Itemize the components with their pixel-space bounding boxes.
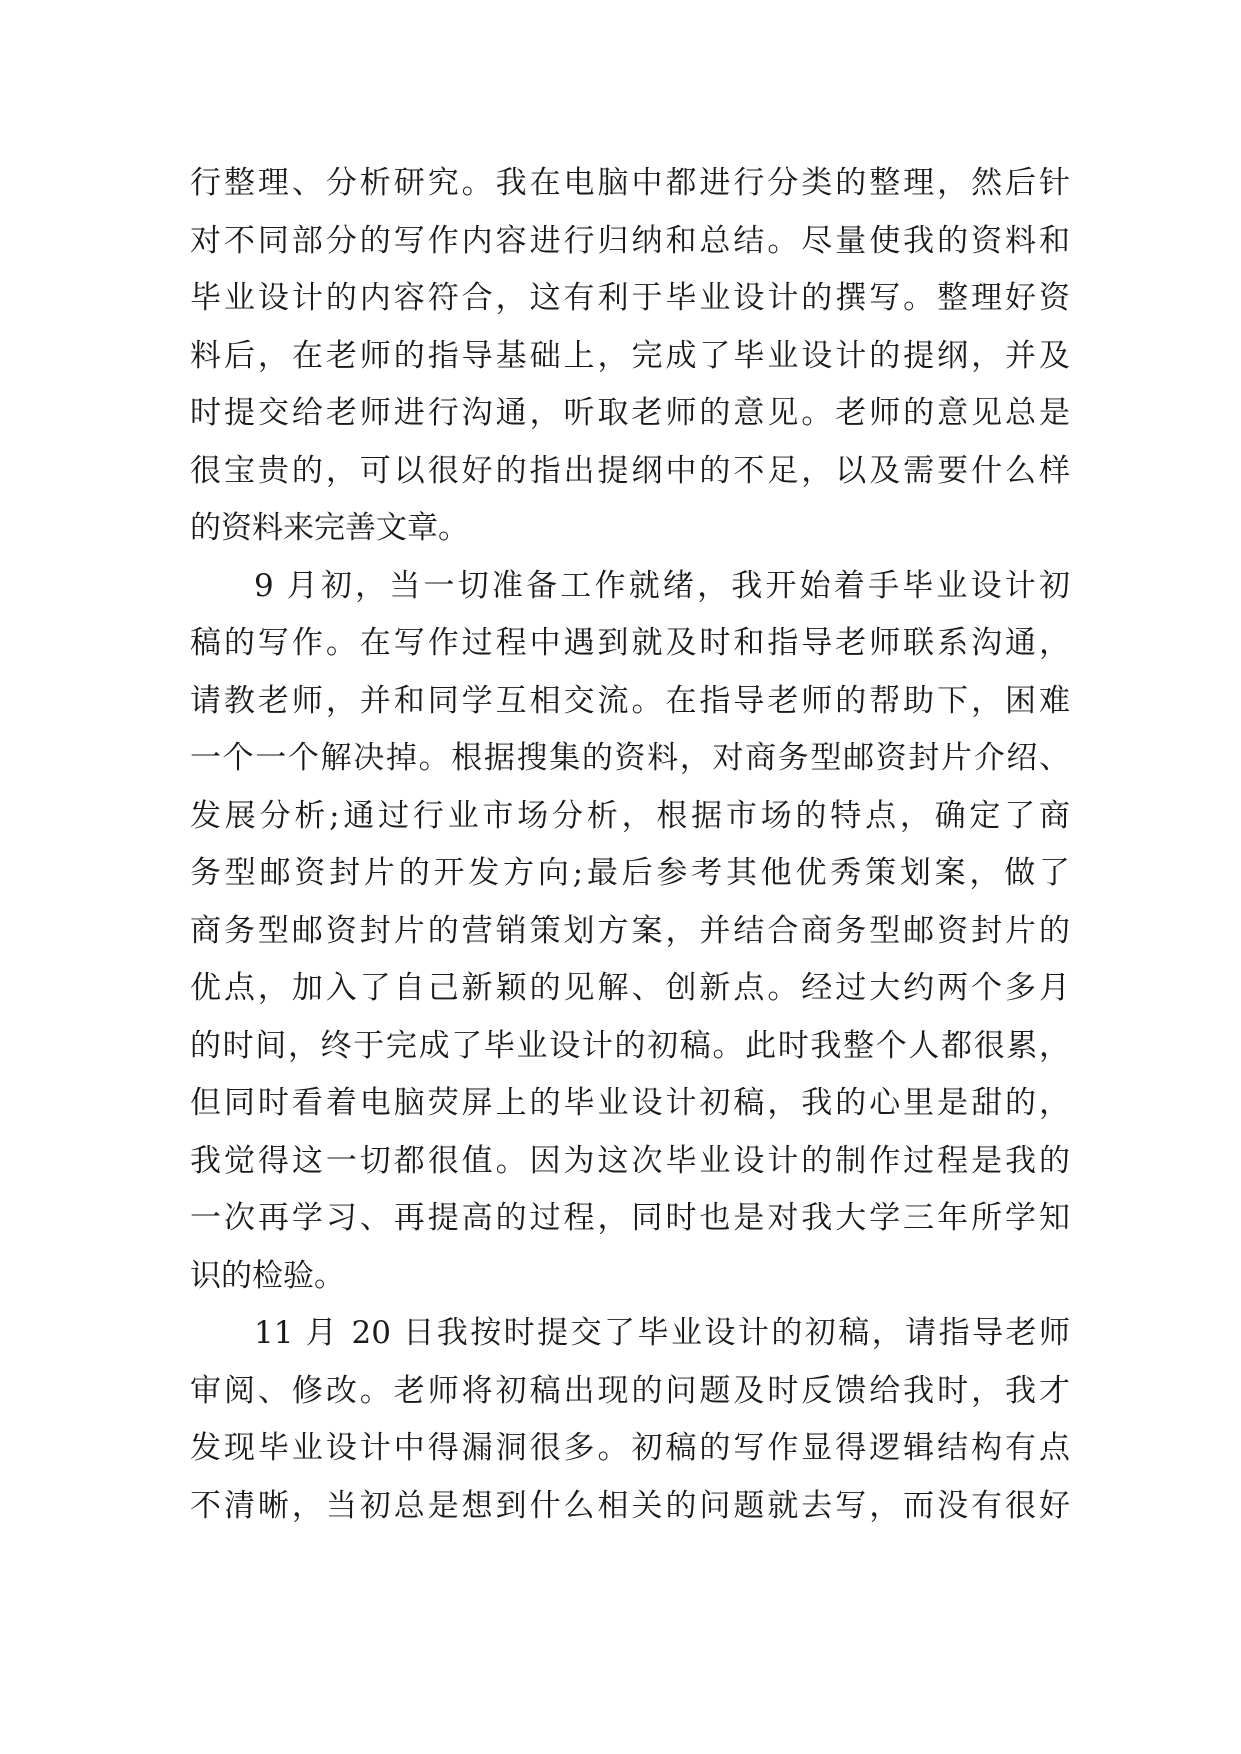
text-line: 一个一个解决掉。根据搜集的资料，对商务型邮资封片介绍、: [190, 740, 1070, 776]
text-line: 优点，加入了自己新颖的见解、创新点。经过大约两个多月: [190, 970, 1070, 1006]
text-line: 很宝贵的，可以很好的指出提纲中的不足，以及需要什么样: [190, 452, 1070, 489]
text-line: 9 月初，当一切准备工作就绪，我开始着手毕业设计初: [254, 567, 1070, 604]
text-line: 商务型邮资封片的营销策划方案，并结合商务型邮资封片的: [190, 912, 1070, 949]
text-line: 务型邮资封片的开发方向;最后参考其他优秀策划案，做了: [190, 855, 1070, 891]
text-line: 请教老师，并和同学互相交流。在指导老师的帮助下，困难: [190, 682, 1070, 719]
text-line: 一次再学习、再提高的过程，同时也是对我大学三年所学知: [190, 1200, 1070, 1236]
text-line: 识的检验。: [190, 1257, 345, 1294]
text-line: 发展分析;通过行业市场分析，根据市场的特点，确定了商: [190, 797, 1070, 834]
text-line: 行整理、分析研究。我在电脑中都进行分类的整理，然后针: [190, 165, 1070, 201]
text-line: 11 月 20 日我按时提交了毕业设计的初稿，请指导老师: [254, 1315, 1070, 1351]
text-line: 发现毕业设计中得漏洞很多。初稿的写作显得逻辑结构有点: [190, 1430, 1070, 1466]
text-line: 的资料来完善文章。: [190, 510, 469, 546]
text-line: 毕业设计的内容符合，这有利于毕业设计的撰写。整理好资: [190, 280, 1070, 316]
text-line: 时提交给老师进行沟通，听取老师的意见。老师的意见总是: [190, 395, 1070, 431]
paragraph-2: [190, 558, 1070, 1306]
body-text: [190, 155, 1070, 1535]
text-line: 稿的写作。在写作过程中遇到就及时和指导老师联系沟通，: [190, 625, 1070, 661]
text-line: 的时间，终于完成了毕业设计的初稿。此时我整个人都很累，: [190, 1027, 1070, 1064]
text-line: 审阅、修改。老师将初稿出现的问题及时反馈给我时，我才: [190, 1372, 1070, 1409]
text-line: 我觉得这一切都很值。因为这次毕业设计的制作过程是我的: [190, 1142, 1070, 1179]
text-line: 但同时看着电脑荧屏上的毕业设计初稿，我的心里是甜的，: [190, 1085, 1070, 1121]
text-line: 对不同部分的写作内容进行归纳和总结。尽量使我的资料和: [190, 222, 1070, 259]
text-line: 料后，在老师的指导基础上，完成了毕业设计的提纲，并及: [190, 337, 1070, 374]
paragraph-1: [190, 155, 1070, 558]
paragraph-3: [190, 1305, 1070, 1535]
text-line: 不清晰，当初总是想到什么相关的问题就去写，而没有很好: [190, 1487, 1070, 1524]
